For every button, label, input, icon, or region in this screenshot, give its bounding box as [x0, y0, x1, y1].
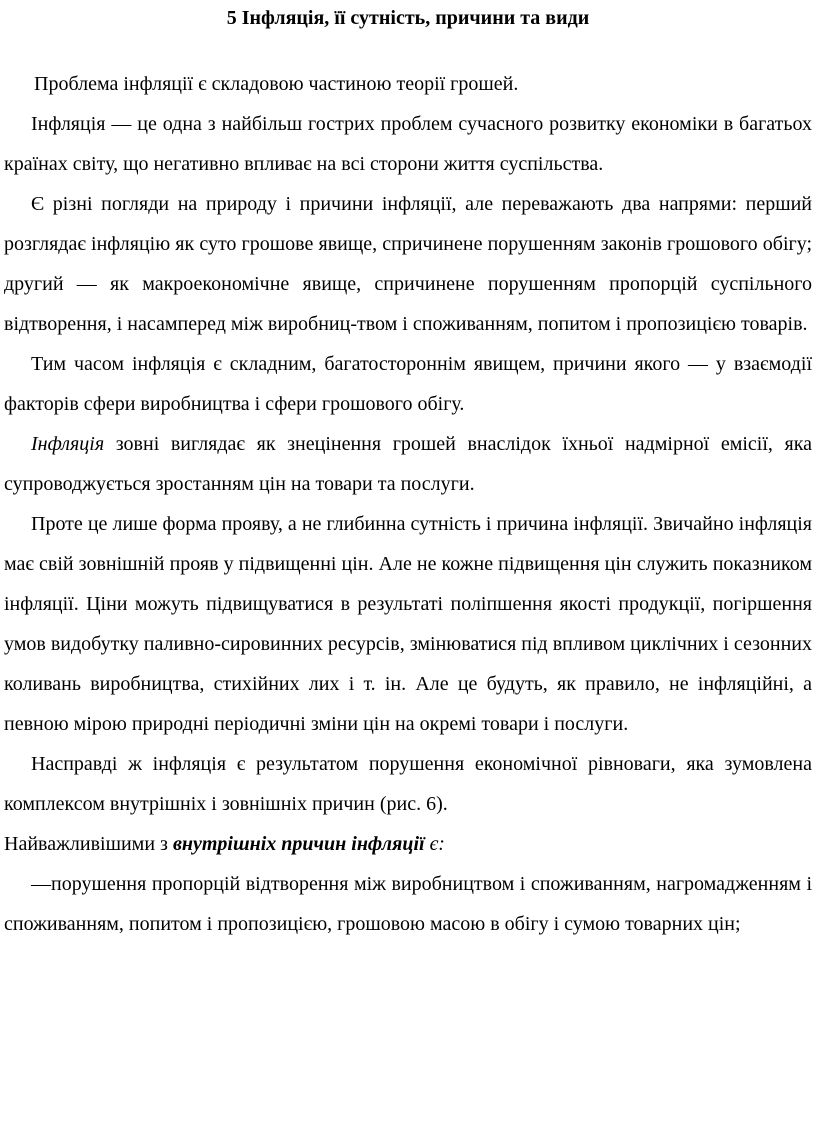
paragraph-inflation-appearance	[4, 424, 812, 504]
paragraph-inflation-definition: Інфляція — це одна з найбільш гострих проблем сучасного розвитку економіки в багатьох країнах світу, що негативно впливає на всі сторони життя суспільства.	[4, 113, 812, 175]
paragraph-complex-phenomenon: Тим часом інфляція є складним, багатостороннім явищем, причини якого — у взаємодії факторів сфери виробництва і сфери грошового обігу.	[4, 353, 812, 415]
term-inflation-italic: Інфляція	[31, 433, 105, 455]
internal-causes-emphasis: внутрішніх причин інфляції	[172, 833, 425, 855]
paragraph-equilibrium: Насправді ж інфляція є результатом порушення економічної рівноваги, яка зумовлена комплексом внутрішніх і зовнішніх причин (рис. 6).	[4, 753, 812, 815]
section-title: 5 Інфляція, її сутність, причини та види	[226, 7, 590, 29]
list-item-proportion-violation: —порушення пропорцій відтворення між виробництвом і споживанням, нагромадженням і споживанням, попитом і пропозицією, грошовою масою в обігу і сумою товарних цін;	[4, 873, 812, 935]
paragraph-inflation-appearance-text: зовні виглядає як знецінення грошей внаслідок їхньої надмірної емісії, яка супроводжується зростанням цін на товари та послуги.	[4, 433, 812, 495]
lead-text: Найважливішими з	[4, 833, 173, 855]
lead-tail: є:	[424, 833, 445, 855]
paragraph-price-changes: Проте це лише форма прояву, а не глибинна сутність і причина інфляції. Звичайно інфляція має свій зовнішній прояв у підвищенні цін. Але не кожне підвищення цін служить показником інфляції. Ціни можуть підвищуватися в результаті поліпшення якості продукції, погіршення умов видобутку паливно-сировинних ресурсів, змінюватися під впливом циклічних і сезонних коливань виробництва, стихійних лих і т. ін. Але це будуть, як правило, не інфляційні, а певною мірою природні періодичні зміни цін на окремі товари і послуги.	[4, 513, 812, 735]
paragraph-internal-causes-lead	[4, 824, 812, 864]
paragraph-views: Є різні погляди на природу і причини інфляції, але переважають два напрями: перший розглядає інфляцію як суто грошове явище, спричинене порушенням законів грошового обігу; другий — як макроекономічне явище, спричинене порушенням пропорцій суспільного відтворення, і насамперед між виробниц-твом і споживанням, попитом і пропозицією товарів.	[4, 193, 812, 335]
paragraph-intro: Проблема інфляції є складовою частиною теорії грошей.	[34, 73, 519, 95]
